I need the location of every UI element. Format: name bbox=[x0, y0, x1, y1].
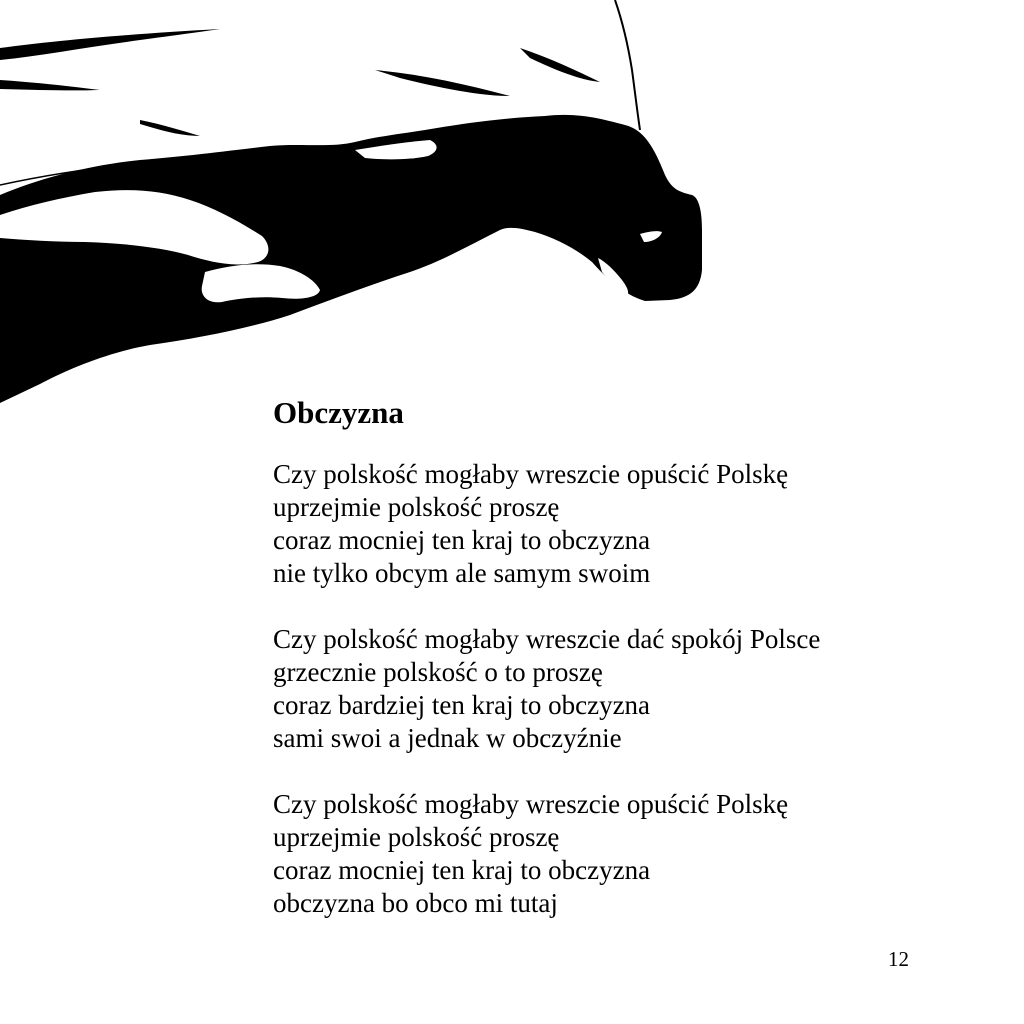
verse-line: nie tylko obcym ale samym swoim bbox=[273, 558, 651, 588]
stanza-3 bbox=[273, 788, 973, 920]
flag-streak-3 bbox=[375, 70, 510, 96]
verse-line: coraz bardziej ten kraj to obczyzna bbox=[273, 690, 651, 720]
verse-line: obczyzna bo obco mi tutaj bbox=[273, 888, 558, 918]
page-number: 12 bbox=[888, 947, 909, 971]
flag-streak-4 bbox=[140, 120, 200, 136]
poem-title: Obczyzna bbox=[273, 395, 404, 430]
flag-dark-band bbox=[0, 115, 702, 403]
flag-streak-1 bbox=[0, 29, 220, 60]
verse-line: uprzejmie polskość proszę bbox=[273, 822, 560, 852]
verse-line: Czy polskość mogłaby wreszcie opuścić Polskę bbox=[273, 789, 789, 819]
verse-line: uprzejmie polskość proszę bbox=[273, 492, 560, 522]
stanza-1 bbox=[273, 458, 973, 590]
flag-streak-5 bbox=[520, 48, 600, 82]
flag-edge-line bbox=[615, 0, 640, 130]
verse-line: Czy polskość mogłaby wreszcie dać spokój Polsce bbox=[273, 624, 821, 654]
poem bbox=[273, 394, 973, 920]
stanza-2 bbox=[273, 623, 973, 755]
verse-line: coraz mocniej ten kraj to obczyzna bbox=[273, 855, 651, 885]
verse-line: sami swoi a jednak w obczyźnie bbox=[273, 723, 622, 753]
flag-streak-2 bbox=[0, 80, 100, 90]
verse-line: coraz mocniej ten kraj to obczyzna bbox=[273, 525, 651, 555]
flag-illustration bbox=[0, 0, 720, 410]
verse-line: Czy polskość mogłaby wreszcie opuścić Polskę bbox=[273, 459, 789, 489]
verse-line: grzecznie polskość o to proszę bbox=[273, 657, 603, 687]
